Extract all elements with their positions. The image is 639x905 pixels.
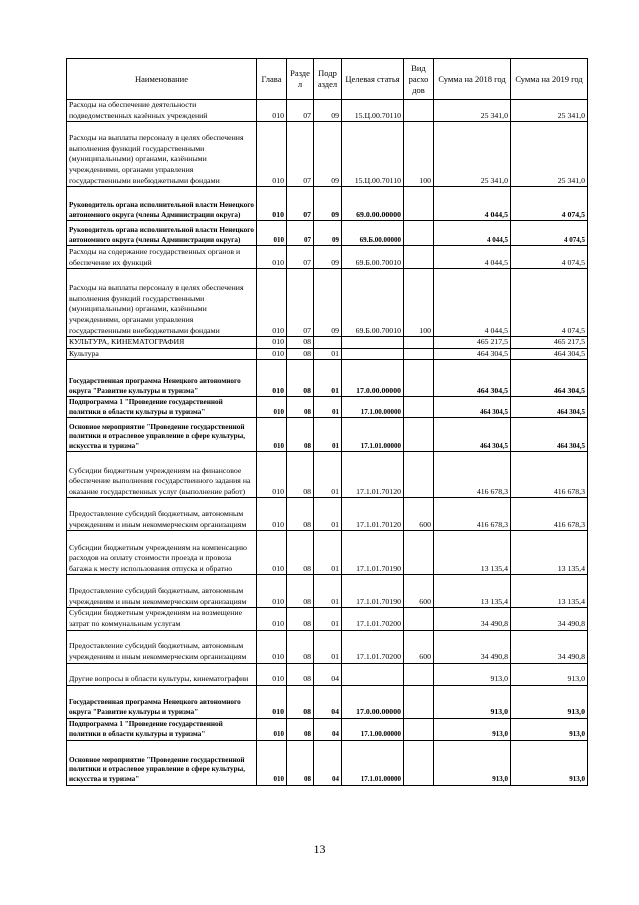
cell-glava: 010 <box>257 337 287 349</box>
header-name: Наименование <box>67 59 257 100</box>
cell-name: Предоставление субсидий бюджетным, автономным учреждениям и иным некоммерческим организациям <box>67 630 257 663</box>
cell-sum-2018: 913,0 <box>434 685 511 718</box>
table-row <box>67 575 588 608</box>
table-row <box>67 663 588 685</box>
cell-sum-2018: 4 044,5 <box>434 187 511 221</box>
cell-vid <box>404 100 434 122</box>
header-sum-2018: Сумма на 2018 год <box>434 59 511 100</box>
cell-razdel: 08 <box>287 663 314 685</box>
cell-name: Расходы на обеспечение деятельности подведомственных казённых учреждений <box>67 100 257 122</box>
cell-name: Другие вопросы в области культуры, кинематографии <box>67 663 257 685</box>
cell-sum-2019: 913,0 <box>511 663 588 685</box>
cell-podrazdel: 01 <box>314 348 342 360</box>
cell-sum-2019: 25 341,0 <box>511 122 588 187</box>
cell-sum-2018: 416 678,3 <box>434 452 511 498</box>
cell-sum-2019: 464 304,5 <box>511 360 588 397</box>
cell-statya: 17.1.01.70200 <box>342 630 404 663</box>
header-statya: Целевая статья <box>342 59 404 100</box>
budget-table <box>66 58 588 786</box>
cell-podrazdel: 01 <box>314 397 342 418</box>
table-row <box>67 100 588 122</box>
table-row <box>67 685 588 718</box>
cell-vid <box>404 685 434 718</box>
cell-podrazdel <box>314 337 342 349</box>
cell-podrazdel: 04 <box>314 718 342 740</box>
cell-statya <box>342 348 404 360</box>
cell-name: Субсидии бюджетным учреждениям на компенсацию расходов на оплату стоимости проезда и провоза багажа к месту использования отпуска и обратно <box>67 531 257 575</box>
cell-statya: 17.1.00.00000 <box>342 397 404 418</box>
cell-sum-2018: 913,0 <box>434 663 511 685</box>
cell-podrazdel: 01 <box>314 608 342 630</box>
cell-podrazdel: 01 <box>314 630 342 663</box>
cell-razdel: 08 <box>287 608 314 630</box>
table-row <box>67 608 588 630</box>
cell-razdel: 08 <box>287 685 314 718</box>
cell-vid <box>404 360 434 397</box>
cell-razdel: 08 <box>287 337 314 349</box>
table-row <box>67 531 588 575</box>
cell-vid <box>404 663 434 685</box>
cell-sum-2018: 464 304,5 <box>434 397 511 418</box>
cell-statya: 15.Ц.00.70110 <box>342 122 404 187</box>
header-glava: Глава <box>257 59 287 100</box>
cell-name: Государственная программа Ненецкого автономного округа "Развитие культуры и туризма" <box>67 685 257 718</box>
cell-razdel: 08 <box>287 360 314 397</box>
cell-vid <box>404 418 434 452</box>
table-row <box>67 718 588 740</box>
table-row <box>67 360 588 397</box>
cell-glava: 010 <box>257 397 287 418</box>
cell-vid <box>404 348 434 360</box>
cell-razdel: 08 <box>287 740 314 785</box>
cell-vid <box>404 397 434 418</box>
cell-statya: 17.1.01.70200 <box>342 608 404 630</box>
table-row <box>67 269 588 337</box>
cell-podrazdel: 04 <box>314 685 342 718</box>
cell-sum-2019: 464 304,5 <box>511 418 588 452</box>
cell-sum-2019: 416 678,3 <box>511 498 588 531</box>
cell-name: Основное мероприятие "Проведение государственной политики и отраслевое управление в сфере культуры, искусства и туризма" <box>67 740 257 785</box>
cell-sum-2019: 13 135,4 <box>511 575 588 608</box>
table-row <box>67 122 588 187</box>
cell-statya: 69.Б.00.70010 <box>342 269 404 337</box>
header-podrazdel: Подр аздел <box>314 59 342 100</box>
cell-sum-2018: 4 044,5 <box>434 269 511 337</box>
cell-glava: 010 <box>257 575 287 608</box>
cell-razdel: 07 <box>287 221 314 246</box>
cell-name: КУЛЬТУРА, КИНЕМАТОГРАФИЯ <box>67 337 257 349</box>
cell-statya: 69.0.00.00000 <box>342 187 404 221</box>
cell-vid <box>404 452 434 498</box>
cell-podrazdel: 01 <box>314 452 342 498</box>
cell-statya: 17.1.01.70190 <box>342 575 404 608</box>
cell-statya: 69.Б.00.00000 <box>342 221 404 246</box>
cell-name: Основное мероприятие "Проведение государственной политики и отраслевое управление в сфере культуры, искусства и туризма" <box>67 418 257 452</box>
cell-glava: 010 <box>257 418 287 452</box>
cell-glava: 010 <box>257 187 287 221</box>
cell-sum-2019: 913,0 <box>511 685 588 718</box>
cell-vid: 600 <box>404 498 434 531</box>
table-row <box>67 246 588 269</box>
cell-glava: 010 <box>257 246 287 269</box>
cell-name: Государственная программа Ненецкого автономного округа "Развитие культуры и туризма" <box>67 360 257 397</box>
cell-glava: 010 <box>257 685 287 718</box>
cell-podrazdel: 01 <box>314 418 342 452</box>
cell-glava: 010 <box>257 740 287 785</box>
cell-name: Руководитель органа исполнительной власти Ненецкого автономного округа (члены Администрации округа) <box>67 187 257 221</box>
table-row <box>67 337 588 349</box>
table-row <box>67 348 588 360</box>
cell-razdel: 08 <box>287 452 314 498</box>
cell-glava: 010 <box>257 663 287 685</box>
cell-podrazdel: 04 <box>314 663 342 685</box>
cell-name: Предоставление субсидий бюджетным, автономным учреждениям и иным некоммерческим организациям <box>67 498 257 531</box>
cell-vid: 100 <box>404 122 434 187</box>
cell-sum-2019: 4 074,5 <box>511 187 588 221</box>
table-row <box>67 187 588 221</box>
table-row <box>67 397 588 418</box>
cell-razdel: 08 <box>287 348 314 360</box>
cell-sum-2019: 465 217,5 <box>511 337 588 349</box>
cell-glava: 010 <box>257 221 287 246</box>
cell-razdel: 08 <box>287 531 314 575</box>
cell-podrazdel: 09 <box>314 122 342 187</box>
cell-statya: 17.1.01.00000 <box>342 418 404 452</box>
cell-podrazdel: 09 <box>314 269 342 337</box>
cell-glava: 010 <box>257 630 287 663</box>
cell-glava: 010 <box>257 348 287 360</box>
cell-name: Подпрограмма 1 "Проведение государственной политики в области культуры и туризма" <box>67 397 257 418</box>
cell-sum-2019: 464 304,5 <box>511 348 588 360</box>
cell-vid <box>404 608 434 630</box>
cell-sum-2018: 464 304,5 <box>434 360 511 397</box>
cell-glava: 010 <box>257 100 287 122</box>
cell-glava: 010 <box>257 122 287 187</box>
cell-sum-2019: 913,0 <box>511 718 588 740</box>
table-header-row <box>67 59 588 100</box>
cell-statya: 69.Б.00.70010 <box>342 246 404 269</box>
cell-vid: 600 <box>404 575 434 608</box>
cell-sum-2018: 464 304,5 <box>434 418 511 452</box>
cell-name: Расходы на выплаты персоналу в целях обеспечения выполнения функций государственными (муниципальными) органами, казёнными учреждениями, органами управления государственными внебюджетными фондами <box>67 122 257 187</box>
cell-sum-2018: 913,0 <box>434 740 511 785</box>
table-body <box>67 100 588 786</box>
cell-sum-2018: 25 341,0 <box>434 100 511 122</box>
cell-vid <box>404 246 434 269</box>
cell-podrazdel: 09 <box>314 187 342 221</box>
table-row <box>67 740 588 785</box>
cell-sum-2019: 464 304,5 <box>511 397 588 418</box>
cell-glava: 010 <box>257 269 287 337</box>
cell-glava: 010 <box>257 608 287 630</box>
cell-glava: 010 <box>257 718 287 740</box>
cell-razdel: 08 <box>287 498 314 531</box>
cell-razdel: 08 <box>287 575 314 608</box>
cell-vid <box>404 187 434 221</box>
cell-sum-2019: 416 678,3 <box>511 452 588 498</box>
cell-sum-2018: 13 135,4 <box>434 531 511 575</box>
cell-name: Культура <box>67 348 257 360</box>
cell-sum-2018: 416 678,3 <box>434 498 511 531</box>
cell-podrazdel: 01 <box>314 575 342 608</box>
cell-sum-2018: 34 490,8 <box>434 608 511 630</box>
cell-razdel: 07 <box>287 187 314 221</box>
table-row <box>67 221 588 246</box>
header-razdel: Разде л <box>287 59 314 100</box>
cell-statya <box>342 663 404 685</box>
cell-name: Расходы на содержание государственных органов и обеспечение их функций <box>67 246 257 269</box>
cell-statya: 17.1.01.70190 <box>342 531 404 575</box>
cell-razdel: 07 <box>287 122 314 187</box>
table-row <box>67 498 588 531</box>
cell-sum-2018: 913,0 <box>434 718 511 740</box>
cell-glava: 010 <box>257 531 287 575</box>
cell-sum-2018: 4 044,5 <box>434 246 511 269</box>
cell-statya: 17.0.00.00000 <box>342 685 404 718</box>
cell-razdel: 08 <box>287 418 314 452</box>
cell-name: Подпрограмма 1 "Проведение государственной политики в области культуры и туризма" <box>67 718 257 740</box>
page-number: 13 <box>313 842 326 856</box>
cell-razdel: 07 <box>287 269 314 337</box>
cell-sum-2018: 4 044,5 <box>434 221 511 246</box>
cell-sum-2019: 4 074,5 <box>511 221 588 246</box>
cell-statya: 17.1.00.00000 <box>342 718 404 740</box>
cell-statya: 17.1.01.00000 <box>342 740 404 785</box>
cell-sum-2018: 464 304,5 <box>434 348 511 360</box>
cell-podrazdel: 01 <box>314 531 342 575</box>
table-row <box>67 418 588 452</box>
cell-sum-2018: 465 217,5 <box>434 337 511 349</box>
cell-vid <box>404 337 434 349</box>
cell-statya: 17.1.01.70120 <box>342 498 404 531</box>
cell-podrazdel: 01 <box>314 498 342 531</box>
cell-sum-2019: 13 135,4 <box>511 531 588 575</box>
cell-statya <box>342 337 404 349</box>
cell-podrazdel: 04 <box>314 740 342 785</box>
cell-glava: 010 <box>257 452 287 498</box>
cell-name: Расходы на выплаты персоналу в целях обеспечения выполнения функций государственными (муниципальными) органами, казёнными учреждениями, органами управления государственными внебюджетными фондами <box>67 269 257 337</box>
cell-podrazdel: 09 <box>314 246 342 269</box>
cell-name: Субсидии бюджетным учреждениям на возмещение затрат по коммунальным услугам <box>67 608 257 630</box>
cell-statya: 15.Ц.00.70110 <box>342 100 404 122</box>
cell-glava: 010 <box>257 360 287 397</box>
cell-sum-2019: 913,0 <box>511 740 588 785</box>
cell-razdel: 08 <box>287 397 314 418</box>
cell-vid <box>404 531 434 575</box>
cell-sum-2019: 34 490,8 <box>511 630 588 663</box>
cell-sum-2019: 4 074,5 <box>511 246 588 269</box>
cell-vid: 600 <box>404 630 434 663</box>
cell-podrazdel: 09 <box>314 221 342 246</box>
cell-sum-2019: 4 074,5 <box>511 269 588 337</box>
cell-podrazdel: 01 <box>314 360 342 397</box>
cell-statya: 17.0.00.00000 <box>342 360 404 397</box>
header-sum-2019: Сумма на 2019 год <box>511 59 588 100</box>
cell-podrazdel: 09 <box>314 100 342 122</box>
header-vid: Вид расхо дов <box>404 59 434 100</box>
cell-sum-2019: 25 341,0 <box>511 100 588 122</box>
cell-vid <box>404 221 434 246</box>
cell-sum-2018: 34 490,8 <box>434 630 511 663</box>
cell-vid: 100 <box>404 269 434 337</box>
cell-sum-2018: 13 135,4 <box>434 575 511 608</box>
table-row <box>67 630 588 663</box>
cell-vid <box>404 740 434 785</box>
cell-statya: 17.1.01.70120 <box>342 452 404 498</box>
cell-razdel: 08 <box>287 630 314 663</box>
cell-razdel: 07 <box>287 100 314 122</box>
cell-name: Руководитель органа исполнительной власти Ненецкого автономного округа (члены Администрации округа) <box>67 221 257 246</box>
cell-name: Предоставление субсидий бюджетным, автономным учреждениям и иным некоммерческим организациям <box>67 575 257 608</box>
cell-sum-2018: 25 341,0 <box>434 122 511 187</box>
cell-razdel: 08 <box>287 718 314 740</box>
cell-glava: 010 <box>257 498 287 531</box>
cell-name: Субсидии бюджетным учреждениям на финансовое обеспечение выполнения государственного задания на оказание государственных услуг (выполнение работ) <box>67 452 257 498</box>
cell-razdel: 07 <box>287 246 314 269</box>
cell-vid <box>404 718 434 740</box>
table-row <box>67 452 588 498</box>
cell-sum-2019: 34 490,8 <box>511 608 588 630</box>
